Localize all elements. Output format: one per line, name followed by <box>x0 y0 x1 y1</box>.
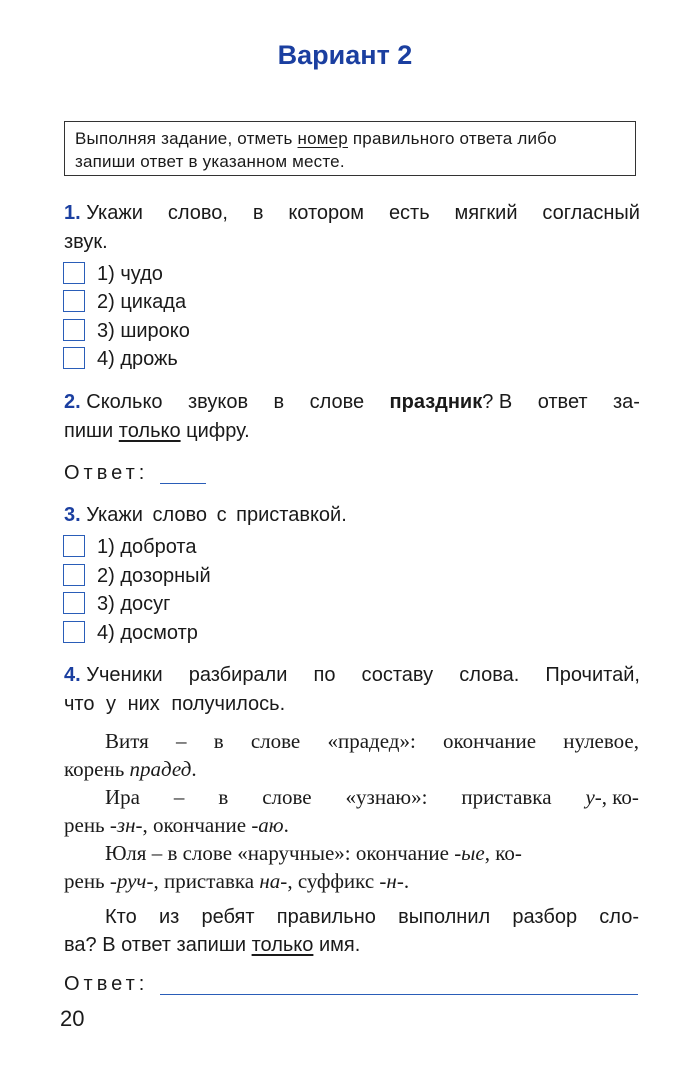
instruction-text-1: Выполняя задание, отметь <box>75 129 298 148</box>
answer-checkbox[interactable] <box>63 290 85 312</box>
q4-morpheme: на- <box>259 869 288 893</box>
q1-word: мягкий <box>454 202 518 224</box>
q4-word: – <box>176 729 187 753</box>
q4-text: рень <box>64 813 110 837</box>
q3-text: Укажи слово с приставкой. <box>86 504 347 526</box>
q1-word: Укажи <box>86 202 143 224</box>
q4-word: Ученики <box>86 664 163 686</box>
option-label: 4) дрожь <box>97 348 178 370</box>
q4-text: корень <box>64 757 130 781</box>
q2-word: ответ <box>537 391 588 413</box>
answer-checkbox[interactable] <box>63 564 85 586</box>
q4-word: «прадед»: <box>327 729 416 753</box>
q1-option-3[interactable] <box>63 318 190 344</box>
q4-underlined: только <box>251 934 314 956</box>
page-number: 20 <box>60 1006 85 1031</box>
q2-word: звуков <box>187 391 249 413</box>
q4-word: приставка <box>461 785 552 809</box>
q2-word: за- <box>613 391 640 413</box>
q1-word: котором <box>288 202 365 224</box>
answer-label: Ответ: <box>64 973 149 995</box>
option-label: 1) чудо <box>97 263 163 285</box>
q3-option-2[interactable] <box>63 563 211 589</box>
q4-morpheme: -зн- <box>109 813 143 837</box>
instruction-box <box>64 121 636 176</box>
q4-text: имя. <box>313 934 361 956</box>
q4-morpheme: прадед <box>129 757 192 781</box>
q4-text: , ко- <box>484 841 522 865</box>
q2-answer-field[interactable] <box>160 463 206 484</box>
q1-word: в <box>252 202 264 224</box>
q4-final-line1 <box>105 903 639 931</box>
option-label: 2) дозорный <box>97 565 211 587</box>
q2-underlined: только <box>118 420 181 442</box>
q2-text: пиши <box>64 420 119 442</box>
q2-word: Сколько <box>86 391 163 413</box>
q2-word: ? В <box>482 391 513 413</box>
q3-option-1[interactable] <box>63 534 196 560</box>
q4-ira-line1 <box>105 783 639 811</box>
q4-text: Юля – в слове «наручные»: окончание <box>105 841 455 865</box>
answer-checkbox[interactable] <box>63 592 85 614</box>
q4-word: в <box>218 785 229 809</box>
q2-line1 <box>64 388 640 416</box>
q4-word: ребят <box>201 906 255 928</box>
answer-checkbox[interactable] <box>63 347 85 369</box>
q1-option-4[interactable] <box>63 346 178 372</box>
q4-word: – <box>173 785 185 809</box>
option-label: 3) досуг <box>97 593 171 615</box>
q2-bold-word: праздник <box>389 391 483 413</box>
option-label: 2) цикада <box>97 291 187 313</box>
q4-vitya-line1 <box>105 727 639 755</box>
q4-text: . <box>403 869 410 893</box>
instruction-text-3: запиши ответ в указанном месте. <box>75 152 345 171</box>
option-label: 4) досмотр <box>97 622 198 644</box>
q4-ira-line2 <box>64 811 640 839</box>
q2-number: 2. <box>64 391 81 413</box>
instruction-underlined: номер <box>297 129 348 148</box>
q4-yulya-line1 <box>105 839 639 867</box>
q1-line1 <box>64 199 640 227</box>
q4-text: ва? В ответ запиши <box>64 934 252 956</box>
q1-option-1[interactable] <box>63 261 163 287</box>
q4-vitya-line2 <box>64 755 640 783</box>
page-title: Вариант 2 <box>277 40 413 70</box>
q4-word: нулевое, <box>563 729 639 753</box>
q2-line2 <box>64 417 640 445</box>
q4-morpheme: -ые <box>454 841 485 865</box>
q3-option-4[interactable] <box>63 620 198 646</box>
q4-line2: что у них получилось. <box>64 693 286 715</box>
q4-text: рень <box>64 869 110 893</box>
q4-word: слове <box>262 785 312 809</box>
q4-morpheme: -аю <box>251 813 284 837</box>
q1-line2: звук. <box>64 231 108 253</box>
q4-morpheme: -н- <box>379 869 404 893</box>
q4-word: разбор <box>512 906 578 928</box>
q1-option-2[interactable] <box>63 289 186 315</box>
q3-option-3[interactable] <box>63 591 170 617</box>
q4-answer-row <box>64 970 640 998</box>
q4-word: разбирали <box>188 664 288 686</box>
q4-morpheme: -руч- <box>109 869 154 893</box>
q4-morpheme: у- <box>585 785 602 809</box>
answer-checkbox[interactable] <box>63 621 85 643</box>
q4-text: . <box>191 757 197 781</box>
q3-number: 3. <box>64 504 81 526</box>
answer-label: Ответ: <box>64 462 149 484</box>
q4-text: , ко- <box>601 785 639 809</box>
q4-word: слове <box>250 729 301 753</box>
q4-word: сло- <box>599 906 639 928</box>
q1-word: есть <box>388 202 430 224</box>
q4-word: по <box>313 664 336 686</box>
q2-word: в <box>273 391 285 413</box>
q4-word: в <box>213 729 224 753</box>
answer-checkbox[interactable] <box>63 262 85 284</box>
q4-word: Витя <box>105 729 149 753</box>
instruction-text-2: правильного ответа либо <box>347 129 557 148</box>
q2-answer-row <box>64 459 640 487</box>
q2-text: цифру. <box>180 420 250 442</box>
q4-number: 4. <box>64 664 81 686</box>
option-label: 1) доброта <box>97 536 197 558</box>
q2-word: слове <box>309 391 365 413</box>
q4-word: «узнаю»: <box>345 785 428 809</box>
option-label: 3) широко <box>97 320 190 342</box>
q4-word: слова. <box>459 664 520 686</box>
q4-word: Прочитай, <box>545 664 640 686</box>
q1-number: 1. <box>64 202 81 224</box>
q4-text: . <box>283 813 289 837</box>
q4-word: правильно <box>276 906 376 928</box>
q1-word: согласный <box>542 202 640 224</box>
answer-checkbox[interactable] <box>63 535 85 557</box>
q1-word: слово, <box>167 202 228 224</box>
q4-word: составу <box>361 664 434 686</box>
q3-line1 <box>64 501 640 529</box>
q4-word: окончание <box>442 729 537 753</box>
q4-line1 <box>64 661 640 689</box>
q4-answer-field[interactable] <box>160 974 638 995</box>
q4-word: Ира <box>105 785 140 809</box>
answer-checkbox[interactable] <box>63 319 85 341</box>
q4-word: Кто <box>105 906 137 928</box>
q4-text: , суффикс <box>287 869 380 893</box>
q4-text: , окончание <box>142 813 252 837</box>
q4-text: , приставка <box>153 869 260 893</box>
q4-final-line2 <box>64 931 640 959</box>
q4-word: из <box>158 906 180 928</box>
q4-word: выполнил <box>398 906 491 928</box>
q4-yulya-line2 <box>64 867 640 895</box>
